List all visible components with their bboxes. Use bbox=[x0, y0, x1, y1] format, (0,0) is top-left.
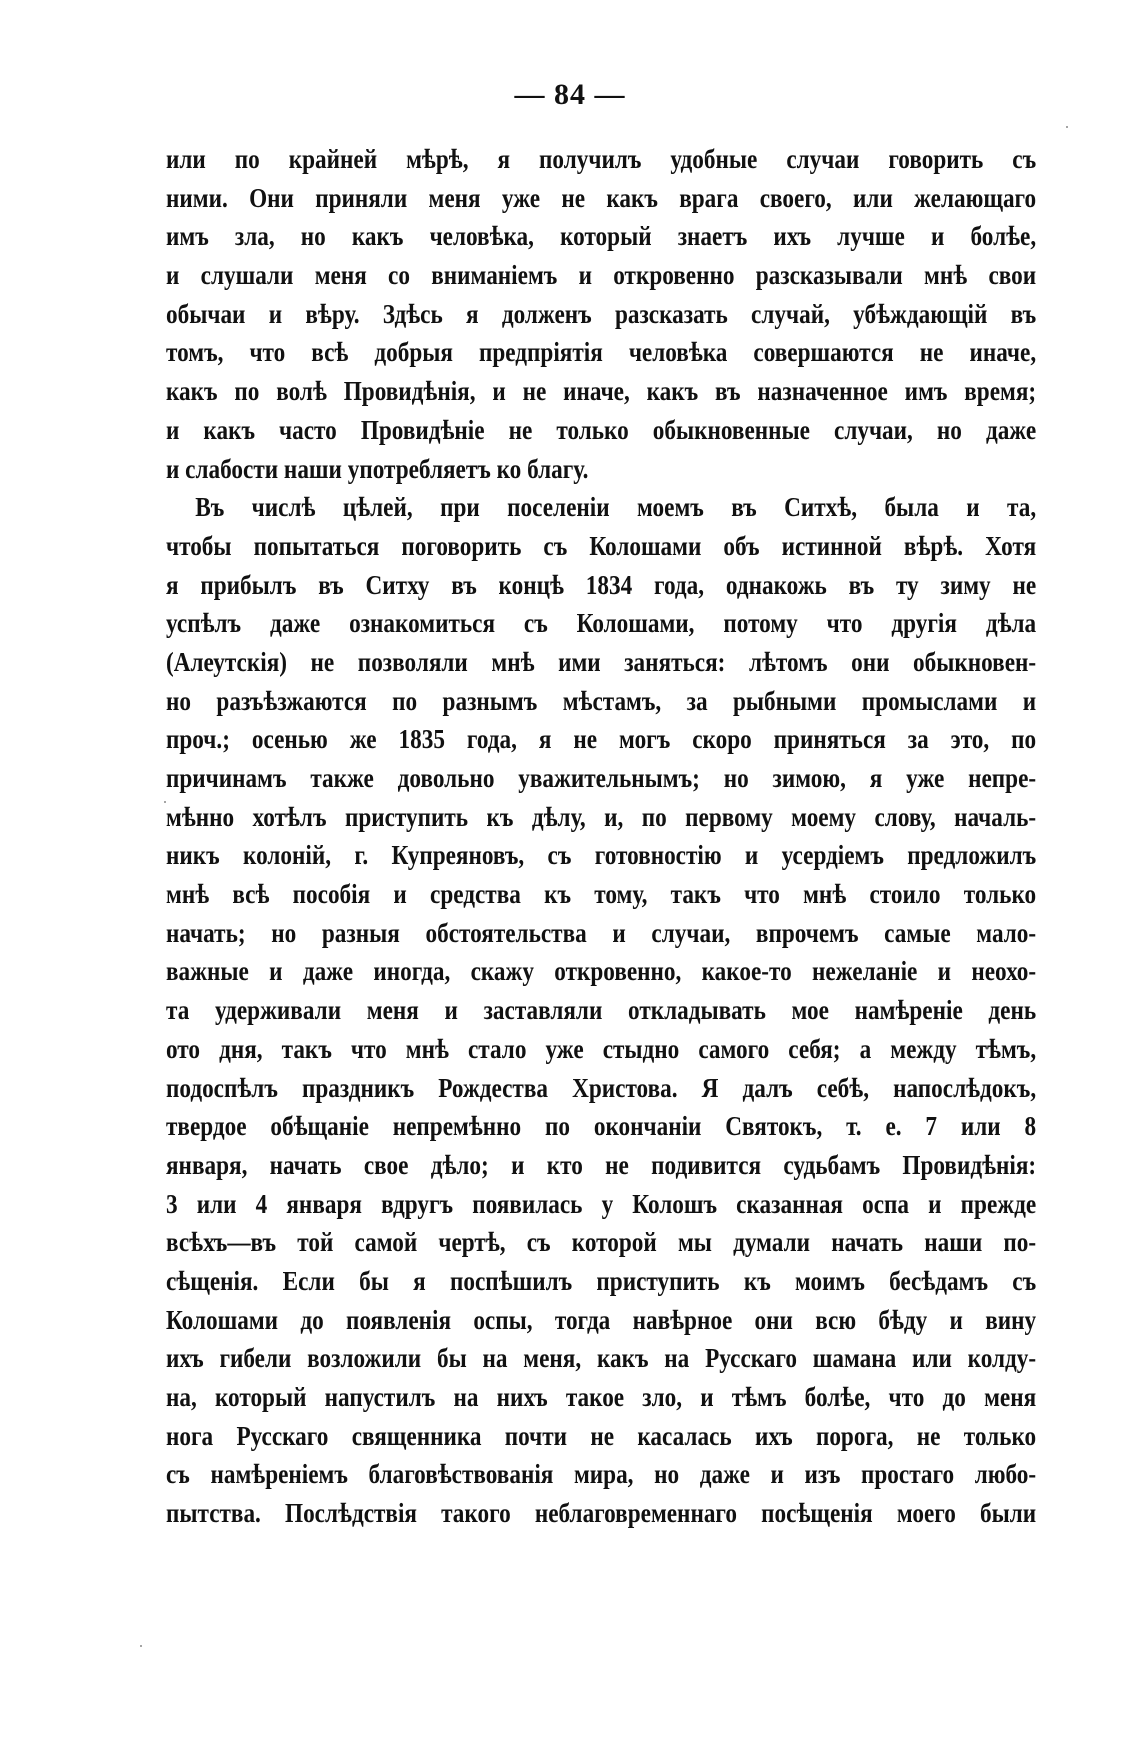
text-line: января, начать свое дѣло; и кто не подивится судьбамъ Провидѣнія: bbox=[166, 1149, 1037, 1180]
text-line: сѣщенія. Если бы я поспѣшилъ приступить къ моимъ бесѣдамъ съ bbox=[166, 1265, 1037, 1296]
text-line: пытства. Послѣдствія такого неблаговременнаго посѣщенія моего были bbox=[166, 1498, 1037, 1529]
text-line: ото дня, такъ что мнѣ стало уже стыдно самого себя; а между тѣмъ, bbox=[166, 1033, 1037, 1064]
text-line: проч.; осенью же 1835 года, я не могъ скоро приняться за это, по bbox=[166, 724, 1037, 755]
text-line: успѣлъ даже ознакомиться съ Колошами, потому что другія дѣла bbox=[166, 608, 1037, 639]
text-line: та удерживали меня и заставляли откладывать мое намѣреніе день bbox=[166, 995, 1037, 1026]
text-line: (Алеутскія) не позволяли мнѣ ими заняться: лѣтомъ они обыкновен- bbox=[166, 646, 1037, 677]
text-line: чтобы попытаться поговорить съ Колошами объ истинной вѣрѣ. Хотя bbox=[166, 530, 1037, 561]
scan-speck bbox=[164, 801, 166, 803]
text-line: или по крайней мѣрѣ, я получилъ удобные случаи говорить съ bbox=[166, 144, 1037, 174]
text-line: съ намѣреніемъ благовѣствованія мира, но даже и изъ простаго любо- bbox=[166, 1459, 1037, 1490]
text-line: на, который напустилъ на нихъ такое зло, и тѣмъ болѣе, что до меня bbox=[166, 1382, 1037, 1412]
text-line: ними. Они приняли меня уже не какъ врага своего, или желающаго bbox=[166, 182, 1037, 213]
text-line: имъ зла, но какъ человѣка, который знаетъ ихъ лучше и болѣе, bbox=[166, 221, 1037, 252]
text-line: никъ колоній, г. Купреяновъ, съ готовностію и усердіемъ предложилъ bbox=[166, 840, 1037, 871]
text-line: но разъѣзжаются по разнымъ мѣстамъ, за рыбными промыслами и bbox=[166, 685, 1037, 716]
text-line: ихъ гибели возложили бы на меня, какъ на Русскаго шамана или колду- bbox=[166, 1343, 1037, 1374]
text-line: и какъ часто Провидѣніе не только обыкновенные случаи, но даже bbox=[166, 414, 1037, 445]
text-line: нога Русскаго священника почти не касалась ихъ порога, не только bbox=[166, 1420, 1037, 1451]
text-line: мѣнно хотѣлъ приступить къ дѣлу, и, по первому моему слову, началь- bbox=[166, 801, 1037, 832]
page-number: — 84 — bbox=[514, 78, 626, 111]
paragraph-end-line: и слабости наши употребляетъ ко благу. bbox=[166, 453, 589, 484]
text-line: 3 или 4 января вдругъ появилась у Колошъ сказанная оспа и прежде bbox=[166, 1188, 1037, 1219]
text-line: начать; но разныя обстоятельства и случаи, впрочемъ самые мало- bbox=[166, 917, 1037, 948]
text-line: причинамъ также довольно уважительнымъ; но зимою, я уже непре- bbox=[166, 763, 1037, 793]
text-line: важные и даже иногда, скажу откровенно, какое-то нежеланіе и неохо- bbox=[166, 956, 1037, 987]
text-line: обычаи и вѣру. Здѣсь я долженъ разсказать случай, убѣждающій въ bbox=[166, 298, 1037, 329]
scan-speck bbox=[1066, 126, 1068, 128]
text-line: и слушали меня со вниманіемъ и откровенно разсказывали мнѣ свои bbox=[166, 260, 1037, 291]
text-line: томъ, что всѣ добрыя предпріятія человѣка совершаются не иначе, bbox=[166, 337, 1037, 368]
text-line: Колошами до появленія оспы, тогда навѣрное они всю бѣду и вину bbox=[166, 1304, 1037, 1335]
body-text bbox=[166, 140, 1036, 1533]
text-line: я прибылъ въ Ситху въ концѣ 1834 года, однакожь въ ту зиму не bbox=[166, 569, 1037, 600]
text-line: мнѣ всѣ пособія и средства къ тому, такъ что мнѣ стоило только bbox=[166, 879, 1037, 910]
scan-speck bbox=[140, 1645, 142, 1647]
paragraph-start-line: Въ числѣ цѣлей, при поселеніи моемъ въ Ситхѣ, была и та, bbox=[195, 492, 1037, 523]
text-line: твердое обѣщаніе непремѣнно по окончаніи Святокъ, т. е. 7 или 8 bbox=[166, 1111, 1037, 1142]
text-line: подоспѣлъ праздникъ Рождества Христова. Я далъ себѣ, напослѣдокъ, bbox=[166, 1072, 1037, 1103]
text-line: какъ по волѣ Провидѣнія, и не иначе, какъ въ назначенное имъ время; bbox=[166, 376, 1037, 407]
text-line: всѣхъ—въ той самой чертѣ, съ которой мы думали начать наши по- bbox=[166, 1227, 1037, 1258]
